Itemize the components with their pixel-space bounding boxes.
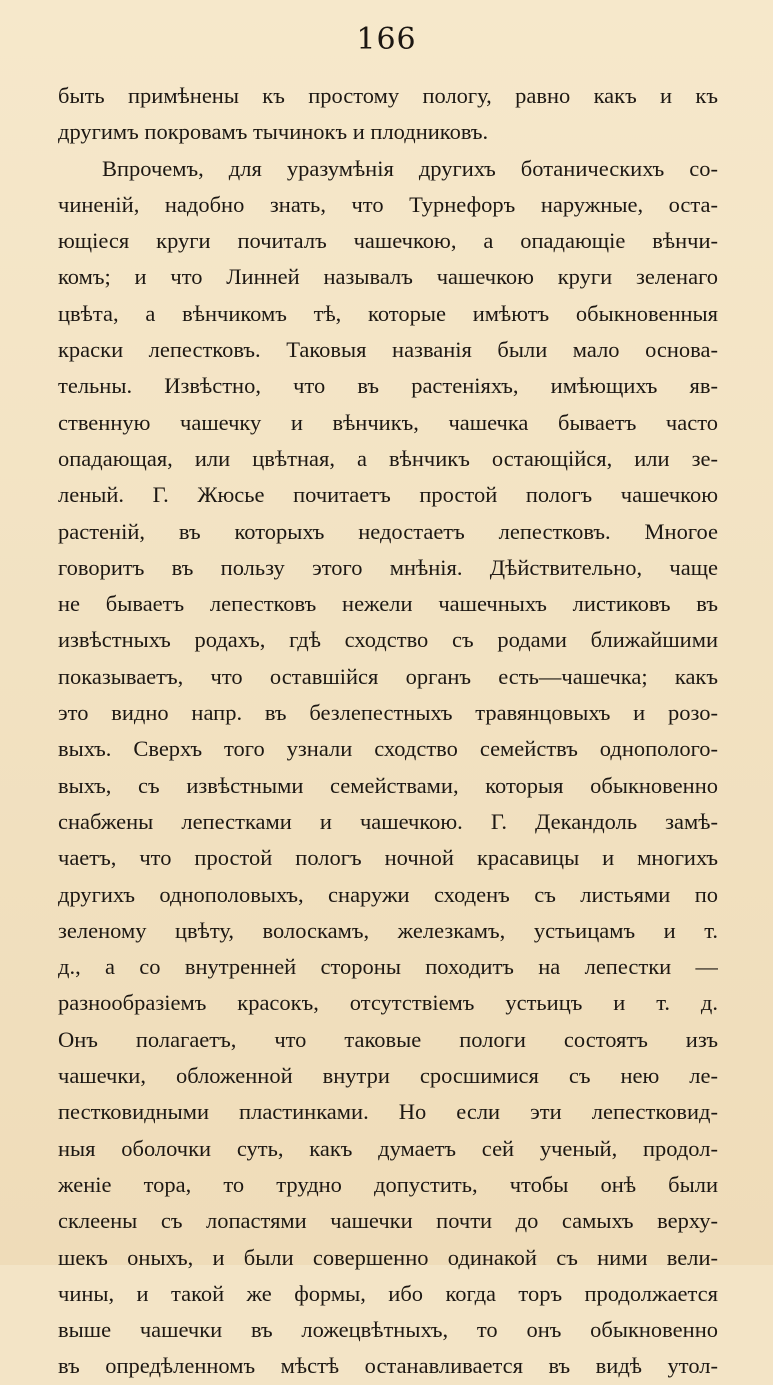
text-line: ныя оболочки суть, какъ думаетъ сей ученый, продол- xyxy=(58,1135,718,1161)
text-line: пестковидными пластинками. Но если эти лепестковид- xyxy=(58,1099,718,1125)
text-line: чиненій, надобно знать, что Турнефоръ наружные, оста- xyxy=(58,191,718,217)
text-line: тельны. Извѣстно, что въ растеніяхъ, имѣющихъ яв- xyxy=(58,373,718,399)
text-line: говоритъ въ пользу этого мнѣнія. Дѣйствительно, чаще xyxy=(58,554,718,580)
text-line: опадающая, или цвѣтная, а вѣнчикъ остающійся, или зе- xyxy=(58,445,718,471)
text-line: шекъ оныхъ, и были совершенно одинакой съ ними вели- xyxy=(58,1244,718,1270)
text-line: быть примѣнены къ простому пологу, равно какъ и къ xyxy=(58,83,718,108)
text-line: комъ; и что Линней называлъ чашечкою круги зеленаго xyxy=(58,264,718,290)
text-line: выше чашечки въ ложецвѣтныхъ, то онъ обыкновенно xyxy=(58,1317,718,1343)
text-line: Впрочемъ, для уразумѣнія другихъ ботаническихъ со- xyxy=(102,155,718,181)
text-line: показываетъ, что оставшійся органъ есть—чашечка; какъ xyxy=(58,663,718,689)
text-line: склеены съ лопастями чашечки почти до самыхъ верху- xyxy=(58,1208,718,1234)
text-line: другимъ покровамъ тычинокъ и плодниковъ. xyxy=(58,119,489,145)
text-line: ющіеся круги почиталъ чашечкою, а опадающіе вѣнчи- xyxy=(58,228,718,254)
text-line: снабжены лепестками и чашечкою. Г. Декандоль замѣ- xyxy=(58,808,718,834)
text-line: въ опредѣленномъ мѣстѣ останавливается въ видѣ утол- xyxy=(58,1353,718,1379)
text-line: ственную чашечку и вѣнчикъ, чашечка бываетъ часто xyxy=(58,409,718,435)
text-line: зеленому цвѣту, волоскамъ, железкамъ, устьицамъ и т. xyxy=(58,917,718,943)
text-line: другихъ однополовыхъ, снаружи сходенъ съ листьями по xyxy=(58,881,718,907)
page-number: 166 xyxy=(356,22,417,57)
text-line: чаетъ, что простой пологъ ночной красавицы и многихъ xyxy=(58,845,718,871)
text-line: выхъ, съ извѣстными семействами, которыя обыкновенно xyxy=(58,772,718,798)
text-line: д., а со внутренней стороны походитъ на лепестки — xyxy=(58,954,718,980)
text-line: чины, и такой же формы, ибо когда торъ продолжается xyxy=(58,1280,718,1306)
text-line: извѣстныхъ родахъ, гдѣ сходство съ родами ближайшими xyxy=(58,627,718,653)
text-line: это видно напр. въ безлепестныхъ травянцовыхъ и розо- xyxy=(58,700,718,726)
text-line: Онъ полагаетъ, что таковые пологи состоятъ изъ xyxy=(58,1026,718,1052)
text-line: растеній, въ которыхъ недостаетъ лепестковъ. Многое xyxy=(58,518,718,544)
text-line: цвѣта, а вѣнчикомъ тѣ, которые имѣютъ обыкновенныя xyxy=(58,300,718,326)
text-line: не бываетъ лепестковъ нежели чашечныхъ листиковъ въ xyxy=(58,591,718,617)
text-line: женіе тора, то трудно допустить, чтобы онѣ были xyxy=(58,1171,718,1197)
text-line: выхъ. Сверхъ того узнали сходство семействъ однополого- xyxy=(58,736,718,762)
text-line: краски лепестковъ. Таковыя названія были мало основа- xyxy=(58,337,718,363)
text-line: разнообразіемъ красокъ, отсутствіемъ устьицъ и т. д. xyxy=(58,990,718,1016)
body-text xyxy=(58,78,718,1385)
text-line: чашечки, обложенной внутри сросшимися съ нею ле- xyxy=(58,1063,718,1089)
text-line: леный. Г. Жюсье почитаетъ простой пологъ чашечкою xyxy=(58,482,718,508)
